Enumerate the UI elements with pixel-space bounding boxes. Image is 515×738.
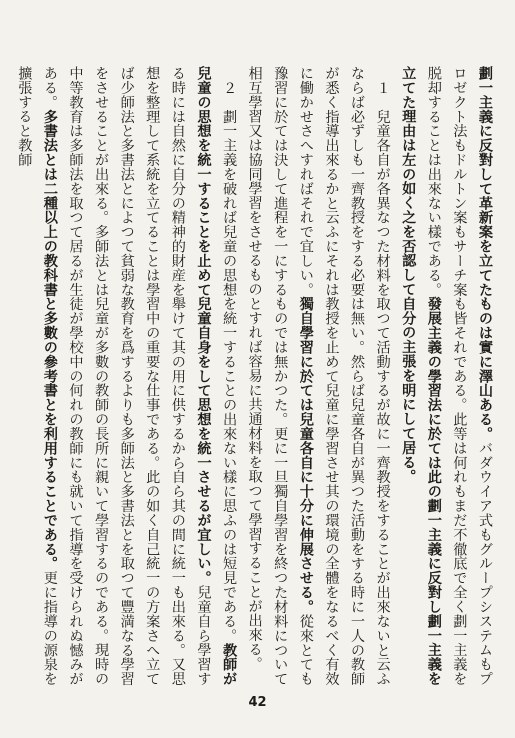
text-run: 此の如く自己統一の方案さへ立てば少師法と多書法とによつて貧弱な教育を爲するよりも多師法と多書法とを取つて豐満なる學習をさせることが出來る。: [93, 66, 161, 687]
text-run: 教師が兒童の思想を統一することを止めて兒童自身をして思想を統一させるが宜しい。: [195, 66, 238, 687]
paragraph-3: [11, 66, 241, 686]
text-run: 劃一主義に反對して革新案を立てたものは實に澤山ある。: [477, 66, 493, 441]
paragraph-1: [395, 66, 497, 686]
text-run: 多書法とは二種以上の教科書と多數の參考書とを利用することである。: [41, 109, 58, 571]
text-run: 然らば兒童各自が異つた活動をする時に一人の教師が悉く指導出來るかと云ふにそれは教授を止めて兒童に學習させ其の環境の全體をなるべく有效に働かせさへすればそれで宜しい。: [297, 66, 366, 687]
text-run: 更に指導の源泉を擴張すると教師: [16, 66, 58, 687]
text-run: バダウイア式もグループシステムもプロゼクト法もドルトン案もサーチ案も皆それである。: [451, 66, 493, 686]
text-run: 現時の中等教育は多師法を取つて居るが生徒が學校中の何れの教師にも就いて指導を受けられぬ憾みがある。: [41, 66, 110, 686]
text-run: 多師法とは兒童が多數の教師の長所に親いて學習するのである。: [93, 224, 110, 643]
text-run: 發展主義の學習法に於ては此の劃一主義に反對し劃一主義を立てた理由は左の如く之を否認して自分の主張を明にして居る。: [400, 66, 442, 686]
text-run: １ 兒童各自が各異なつた材料を取つて活動するが故に一齊教授をすることが出來ないと云ふならば必ずしも一齊教授をする必要は無い。: [349, 66, 391, 686]
paragraph-2: [241, 66, 395, 686]
page-number: 42: [248, 695, 267, 710]
text-run: 從來とても豫習に於ては決して進程を一にするものでは無かつた。更に一旦獨自學習を終つた材料について相互學習又は協同學習をさせるものとすれば容易に共通材料を取つて學習することが出來る。: [246, 66, 314, 686]
vertical-text-body: [16, 66, 497, 687]
text-run: 獨自學習に於ては兒童各自に十分に伸展させる。: [297, 296, 314, 614]
text-run: 兒童自ら學習する時には自然に自分の精神的財産を舉けて其の用に供するから自ら其の間に統一も出來る。又思想を整理して系統を立てることは學習中の重要な仕事である。: [144, 66, 212, 686]
text-run: 此等は何れもまだ不徹底で全く劃一主義を脱却することは出來ない樣である。: [425, 66, 468, 686]
text-run: ２ 劃一主義を破れば兒童の思想を統一することの出來ない樣に思ふのは短見である。: [221, 66, 238, 643]
